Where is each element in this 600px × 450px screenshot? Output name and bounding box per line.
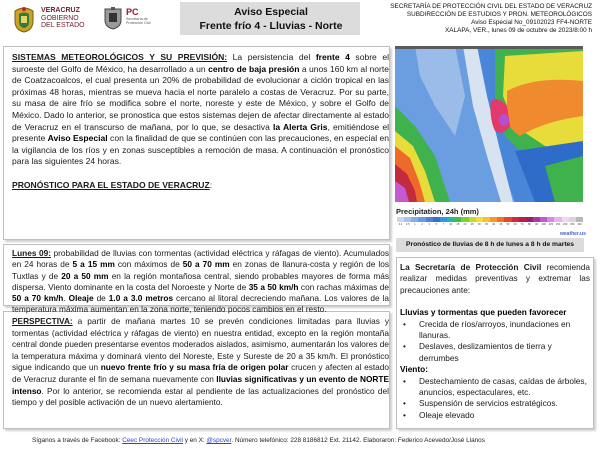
veracruz-coat-of-arms-icon — [11, 5, 37, 33]
systems-text: , emitiéndose el presente — [12, 121, 389, 144]
scale-swatch — [461, 217, 468, 222]
monday-text: en la región montañosa central, siendo probables mayores de forma más dispersa. Viento dominante en la costa del Noroeste y Norte de — [12, 270, 389, 292]
scale-swatch — [569, 217, 576, 222]
precipitation-forecast-map — [395, 46, 583, 202]
scale-tick: 35 — [485, 223, 488, 226]
scale-tick: 40 — [492, 223, 496, 226]
x-link[interactable]: @spcver — [206, 437, 232, 444]
intro-text: recomienda realizar medidas preventivas y extremar las precauciones ante: — [400, 262, 590, 295]
outlook-new-front: nuevo frente frío y su masa fría de origen polar — [100, 362, 289, 373]
scale-swatch — [519, 217, 526, 222]
list-item: • Deslaves, deslizamientos de tierra y derrumbes — [400, 341, 590, 364]
scale-tick: 5 — [435, 223, 438, 226]
footer-contact: . Número telefónico: 228 8186812 Ext. 21142. Elaboraron: Federico Acevedo/José Llanos — [231, 437, 485, 444]
scale-tick: 200 — [563, 223, 568, 226]
agency-info — [390, 3, 592, 35]
scale-swatch — [547, 217, 554, 222]
scale-swatch — [426, 217, 433, 222]
monday-text: en zonas de llanura-costa y región de los Tuxtlas y de — [12, 259, 389, 281]
systems-bold-front: frente 4 — [315, 52, 350, 62]
gov-line3: DEL ESTADO — [41, 22, 85, 29]
systems-text: sobre el suroeste del Golfo de México, ha desarrollado a un — [12, 52, 389, 74]
wind-gusts: 50 a 70 km/h — [12, 293, 64, 304]
scale-swatch — [418, 217, 425, 222]
monday-text: . — [63, 293, 69, 304]
rain-max: 50 a 70 mm — [182, 259, 230, 270]
forecast-heading-colon: : — [209, 179, 213, 190]
weather-us-brand: weather.us — [560, 231, 586, 237]
monday-text: con rachas máximas de — [298, 281, 389, 292]
scale-tick: 2 — [421, 223, 423, 226]
monday-text: con máximos de — [114, 259, 183, 270]
scale-tick: 0.5 — [405, 223, 410, 226]
recommendations-intro — [400, 262, 590, 296]
monday-text: cercano al litoral decreciendo mañana. Los valores de la temperatura máxima aumentan en la zona norte, teniendo pocos cambios en el resto. — [12, 293, 389, 315]
scale-tick: 15 — [456, 223, 460, 226]
scale-swatch — [440, 217, 447, 222]
systems-text: con la finalidad de que se continúen con las precauciones, en especial en la vigilancia de los ríos y en zonas susceptibles a remoción de masa. A continuación el pronóstico para las siguientes 24 horas. — [12, 133, 389, 167]
outlook-text: . Por lo anterior, se recomienda estar al pendiente de las actualizaciones del pronóstico del tiempo y del posible activación de un nuevo alertamiento. — [12, 385, 389, 408]
monday-text: de — [93, 293, 109, 304]
scale-tick: 25 — [470, 223, 474, 226]
scale-swatch — [433, 217, 440, 222]
agency-subdivision: SUBDIRECCIÓN DE ESTUDIOS Y PRON. METEOROLÓGICOS — [406, 11, 592, 18]
scale-tick: 1 — [414, 223, 416, 226]
precipitation-scale-ticks — [397, 223, 583, 226]
scale-tick: 3 — [428, 223, 430, 226]
systems-text: La persistencia del — [227, 52, 316, 62]
scale-tick: 20 — [463, 223, 467, 226]
pc-label: PC — [126, 7, 139, 17]
outlook-text: a partir de mañana martes 10 se prevén condiciones limitadas para lluvias y tormentas (actividad eléctrica y ráfagas de viento) en nuestra entidad, excepto en la región montaña central donde pueden presentarse eventos moderados aislados, asimismo, aumentarán los valores de la temperatura máxima y dominará viento del Noreste, Este y Sureste de 20 a 35 km/h. El pronóstico sigue indicando que un — [12, 316, 389, 373]
scale-swatch — [483, 217, 490, 222]
footer — [32, 437, 485, 444]
systems-bold-low-pressure: centro de baja presión — [208, 63, 300, 74]
list-item: • Oleaje elevado — [400, 410, 590, 421]
monday-forecast — [12, 248, 389, 316]
issue-date: XALAPA, VER., lunes 09 de octubre de 2023/8:00 h — [445, 27, 592, 34]
scale-swatch — [411, 217, 418, 222]
map-caption: Pronóstico de lluvias de 8 h de lunes a 8 h de martes — [396, 238, 584, 252]
systems-text: a unos 160 km al norte de Coatzacoalcos, el cual presenta un 20% de probabilidad de evolucionar a ciclón tropical en las próximas 48 horas, mientras se mueva hacia el norte paralelo a costas de Veracruz. Por su parte, su masa de aire frío se modifica sobre el norte, noreste y este de México, y sobre el Golfo de México. Dado lo anterior, se pronostica que estos sistemas dejen de afectar directamente al estado de Veracruz en el transcurso de mañana, por lo que, se desactiva — [12, 63, 389, 132]
wind-speed: 35 a 50 km/h — [248, 281, 299, 292]
notice-title: Aviso Especial — [234, 6, 308, 18]
scale-tick: 80 — [527, 223, 531, 226]
scale-swatch — [469, 217, 476, 222]
scale-swatch — [454, 217, 461, 222]
notice-title-box — [182, 2, 360, 35]
wind-risk-list — [400, 376, 590, 422]
scale-swatch — [576, 217, 583, 222]
scale-tick: 30 — [477, 223, 481, 226]
agency-name: SECRETARÍA DE PROTECCIÓN CIVIL DEL ESTADO DE VERACRUZ — [390, 3, 592, 10]
scale-tick: 10 — [449, 223, 453, 226]
scale-swatch — [526, 217, 533, 222]
scale-swatch — [512, 217, 519, 222]
wave-height: 1.0 a 3.0 metros — [108, 293, 174, 304]
scale-swatch — [562, 217, 569, 222]
rain-accum: 5 a 15 mm — [72, 259, 115, 270]
scale-tick: 250 — [570, 223, 575, 226]
monday-label: Lunes 09: — [12, 248, 51, 258]
list-item: • Suspensión de servicios estratégicos. — [400, 398, 590, 409]
systems-bold-special-notice: Aviso Especial — [47, 133, 108, 144]
rain-risk-list — [400, 319, 590, 365]
systems-bold-gray-alert: la Alerta Gris — [273, 121, 328, 132]
footer-text: Síganos a través de Facebook: — [32, 437, 123, 444]
scale-tick: 60 — [513, 223, 517, 226]
waves-label: Oleaje — [68, 293, 94, 304]
scale-swatch — [504, 217, 511, 222]
list-item: • Destechamiento de casas, caídas de árboles, anuncios, espectaculares, etc. — [400, 376, 590, 399]
monday-text: probabilidad de lluvias con tormentas (actividad eléctrica y ráfagas de viento). Acumulados en 24 horas de — [12, 248, 389, 270]
scale-tick: 50 — [506, 223, 510, 226]
scale-tick: 100 — [541, 223, 546, 226]
scale-swatch — [490, 217, 497, 222]
scale-swatch — [447, 217, 454, 222]
scale-tick: 150 — [555, 223, 561, 226]
agency-bold: La Secretaría de Protección Civil — [400, 262, 542, 272]
scale-swatch — [476, 217, 483, 222]
list-item: • Crecida de ríos/arroyos, inundaciones en llanuras. — [400, 319, 590, 342]
outlook-label: PERSPECTIVA: — [12, 316, 73, 326]
recommendations-section — [400, 262, 590, 421]
systems-heading: SISTEMAS METEOROLÓGICOS Y SU PREVISIÓN: — [12, 52, 228, 62]
outlook-section — [12, 316, 389, 409]
precipitation-legend-title: Precipitation, 24h (mm) — [396, 207, 479, 216]
rain-mountain: 20 a 50 mm — [61, 270, 109, 281]
header — [0, 0, 600, 40]
outlook-significant-rain: lluvias significativas y un evento de NORTE intenso — [12, 373, 389, 396]
pc-sub2: Protección Civil — [126, 21, 151, 25]
pc-sub1: Secretaría de — [126, 17, 148, 21]
scale-tick: 90 — [535, 223, 538, 226]
scale-swatch — [540, 217, 547, 222]
scale-tick: 0.1 — [398, 223, 403, 226]
civil-protection-shield-icon — [103, 6, 123, 30]
forecast-heading: PRONÓSTICO PARA EL ESTADO DE VERACRUZ — [12, 179, 210, 190]
scale-tick: 125 — [548, 223, 554, 226]
wind-heading: Viento: — [400, 364, 428, 375]
scale-swatch — [397, 217, 404, 222]
pc-logo-text — [126, 8, 151, 25]
outlook-text: crucen y afecten al estado de Veracruz durante el fin de semana nuevamente con — [12, 362, 390, 384]
government-logo-text — [41, 7, 85, 30]
scale-swatch — [497, 217, 504, 222]
gov-name: VERACRUZ — [41, 7, 80, 14]
scale-swatch — [533, 217, 540, 222]
systems-section — [12, 52, 389, 191]
rain-heading: Lluvias y tormentas que pueden favorecer — [400, 307, 567, 318]
scale-swatch — [404, 217, 411, 222]
scale-tick: 45 — [499, 223, 503, 226]
notice-subtitle: Frente frío 4 - Lluvias - Norte — [199, 20, 343, 32]
scale-tick: 70 — [520, 223, 524, 226]
scale-tick: 300 — [577, 223, 582, 226]
precipitation-color-scale — [397, 217, 583, 222]
footer-text: y en X: — [182, 437, 207, 444]
facebook-link[interactable]: Ceec Protección Civil — [122, 437, 183, 444]
notice-number: Aviso Especial No_09102023 FF4-NORTE — [471, 19, 592, 26]
scale-swatch — [554, 217, 561, 222]
gov-line2: GOBIERNO — [41, 14, 79, 22]
scale-tick: 7 — [442, 223, 445, 226]
